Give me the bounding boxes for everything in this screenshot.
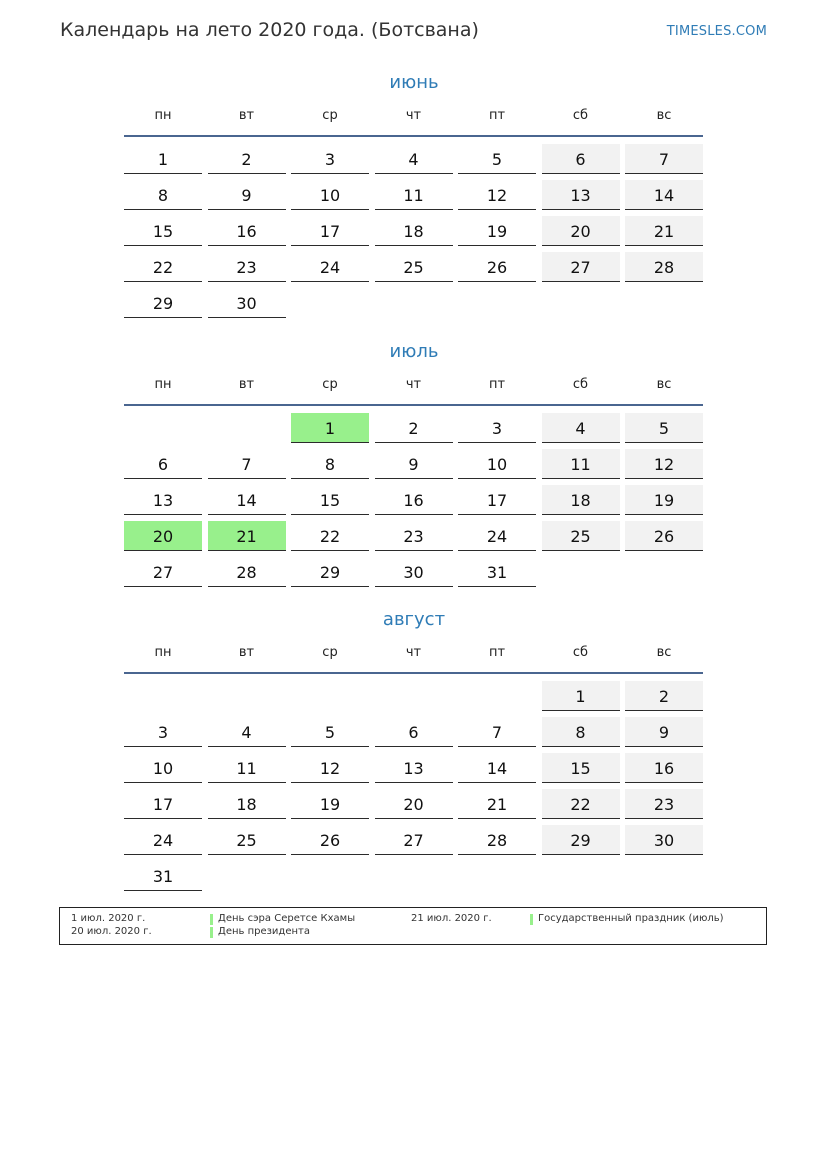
day-cell: 25	[542, 521, 620, 551]
day-cell: 30	[208, 288, 286, 318]
day-cell: 14	[458, 753, 536, 783]
day-cell: 2	[208, 144, 286, 174]
day-cell: 30	[625, 825, 703, 855]
day-cell: 9	[208, 180, 286, 210]
header-divider	[124, 404, 703, 406]
day-cell: 23	[375, 521, 453, 551]
day-cell: 26	[458, 252, 536, 282]
day-cell: 22	[124, 252, 202, 282]
day-cell: 26	[291, 825, 369, 855]
day-cell: 20	[375, 789, 453, 819]
day-cell: 11	[542, 449, 620, 479]
day-cell: 1	[291, 413, 369, 443]
day-cell: 25	[208, 825, 286, 855]
day-cell: 25	[375, 252, 453, 282]
day-cell: 17	[458, 485, 536, 515]
weekday-label: сб	[572, 108, 589, 123]
day-cell: 16	[625, 753, 703, 783]
day-cell: 22	[542, 789, 620, 819]
weekday-label: вт	[238, 645, 255, 660]
weekday-label: сб	[572, 377, 589, 392]
day-cell: 7	[625, 144, 703, 174]
day-cell: 10	[291, 180, 369, 210]
day-cell: 2	[375, 413, 453, 443]
day-cell: 21	[625, 216, 703, 246]
day-cell: 13	[124, 485, 202, 515]
month-title: август	[382, 609, 446, 630]
month-title: июль	[389, 341, 439, 362]
day-cell: 9	[375, 449, 453, 479]
day-cell: 5	[625, 413, 703, 443]
month-title: июнь	[389, 72, 439, 93]
weekday-label: чт	[405, 645, 422, 660]
holiday-color-marker	[530, 914, 533, 925]
weekday-label: вт	[238, 108, 255, 123]
day-cell: 7	[458, 717, 536, 747]
day-cell: 21	[458, 789, 536, 819]
day-cell: 6	[375, 717, 453, 747]
site-link[interactable]: TIMESLES.COM	[666, 24, 767, 39]
legend-holiday-name	[530, 913, 724, 924]
day-cell: 16	[375, 485, 453, 515]
weekday-label: ср	[322, 377, 338, 392]
day-cell: 24	[124, 825, 202, 855]
day-cell: 11	[375, 180, 453, 210]
header-divider	[124, 672, 703, 674]
day-cell: 27	[375, 825, 453, 855]
day-cell: 5	[458, 144, 536, 174]
day-cell: 3	[291, 144, 369, 174]
day-cell: 28	[208, 557, 286, 587]
page-title: Календарь на лето 2020 года. (Ботсвана)	[60, 19, 479, 41]
day-cell: 17	[124, 789, 202, 819]
header-divider	[124, 135, 703, 137]
day-cell: 11	[208, 753, 286, 783]
day-cell: 29	[124, 288, 202, 318]
legend-date: 1 июл. 2020 г.	[71, 913, 146, 924]
day-cell: 7	[208, 449, 286, 479]
day-cell: 27	[542, 252, 620, 282]
day-cell: 23	[625, 789, 703, 819]
holiday-legend	[59, 907, 767, 945]
day-cell: 4	[375, 144, 453, 174]
day-cell: 16	[208, 216, 286, 246]
day-cell: 28	[458, 825, 536, 855]
weekday-label: вт	[238, 377, 255, 392]
day-cell: 6	[124, 449, 202, 479]
legend-holiday-name	[210, 926, 310, 937]
weekday-label: чт	[405, 108, 422, 123]
day-cell: 13	[375, 753, 453, 783]
day-cell: 31	[458, 557, 536, 587]
day-cell: 3	[458, 413, 536, 443]
day-cell: 17	[291, 216, 369, 246]
day-cell: 14	[625, 180, 703, 210]
weekday-label: пн	[154, 377, 172, 392]
day-cell: 10	[124, 753, 202, 783]
day-cell: 1	[124, 144, 202, 174]
day-cell: 14	[208, 485, 286, 515]
day-cell: 8	[124, 180, 202, 210]
legend-holiday-name	[210, 913, 355, 924]
day-cell: 24	[458, 521, 536, 551]
day-cell: 8	[542, 717, 620, 747]
day-cell: 18	[375, 216, 453, 246]
day-cell: 18	[208, 789, 286, 819]
legend-holiday-label: Государственный праздник (июль)	[538, 913, 724, 924]
day-cell: 19	[291, 789, 369, 819]
day-cell: 19	[625, 485, 703, 515]
weekday-label: ср	[322, 108, 338, 123]
weekday-label: пт	[488, 645, 506, 660]
day-cell: 31	[124, 861, 202, 891]
legend-date: 21 июл. 2020 г.	[411, 913, 492, 924]
weekday-header	[124, 108, 704, 128]
day-cell: 10	[458, 449, 536, 479]
day-cell: 15	[124, 216, 202, 246]
day-cell: 4	[542, 413, 620, 443]
day-cell: 5	[291, 717, 369, 747]
holiday-color-marker	[210, 927, 213, 938]
day-cell: 23	[208, 252, 286, 282]
weekday-label: пн	[154, 108, 172, 123]
day-cell: 28	[625, 252, 703, 282]
weekday-label: вс	[656, 108, 672, 123]
day-cell: 22	[291, 521, 369, 551]
legend-holiday-label: День президента	[218, 926, 310, 937]
day-cell: 20	[124, 521, 202, 551]
day-cell: 29	[291, 557, 369, 587]
day-cell: 18	[542, 485, 620, 515]
day-cell: 15	[291, 485, 369, 515]
day-cell: 12	[625, 449, 703, 479]
day-cell: 9	[625, 717, 703, 747]
day-cell: 4	[208, 717, 286, 747]
day-cell: 2	[625, 681, 703, 711]
legend-date: 20 июл. 2020 г.	[71, 926, 152, 937]
day-cell: 19	[458, 216, 536, 246]
legend-holiday-label: День сэра Серетсе Кхамы	[218, 913, 356, 924]
weekday-label: сб	[572, 645, 589, 660]
day-cell: 24	[291, 252, 369, 282]
day-cell: 15	[542, 753, 620, 783]
day-cell: 8	[291, 449, 369, 479]
day-cell: 29	[542, 825, 620, 855]
day-cell: 12	[458, 180, 536, 210]
weekday-label: пн	[154, 645, 172, 660]
holiday-color-marker	[210, 914, 213, 925]
day-cell: 12	[291, 753, 369, 783]
day-cell: 21	[208, 521, 286, 551]
day-cell: 20	[542, 216, 620, 246]
weekday-label: вс	[656, 377, 672, 392]
day-cell: 27	[124, 557, 202, 587]
day-cell: 1	[542, 681, 620, 711]
day-cell: 30	[375, 557, 453, 587]
day-cell: 26	[625, 521, 703, 551]
day-cell: 3	[124, 717, 202, 747]
weekday-label: пт	[488, 108, 506, 123]
day-cell: 6	[542, 144, 620, 174]
weekday-label: ср	[322, 645, 338, 660]
weekday-header	[124, 645, 704, 665]
weekday-label: чт	[405, 377, 422, 392]
weekday-header	[124, 377, 704, 397]
weekday-label: пт	[488, 377, 506, 392]
weekday-label: вс	[656, 645, 672, 660]
day-cell: 13	[542, 180, 620, 210]
